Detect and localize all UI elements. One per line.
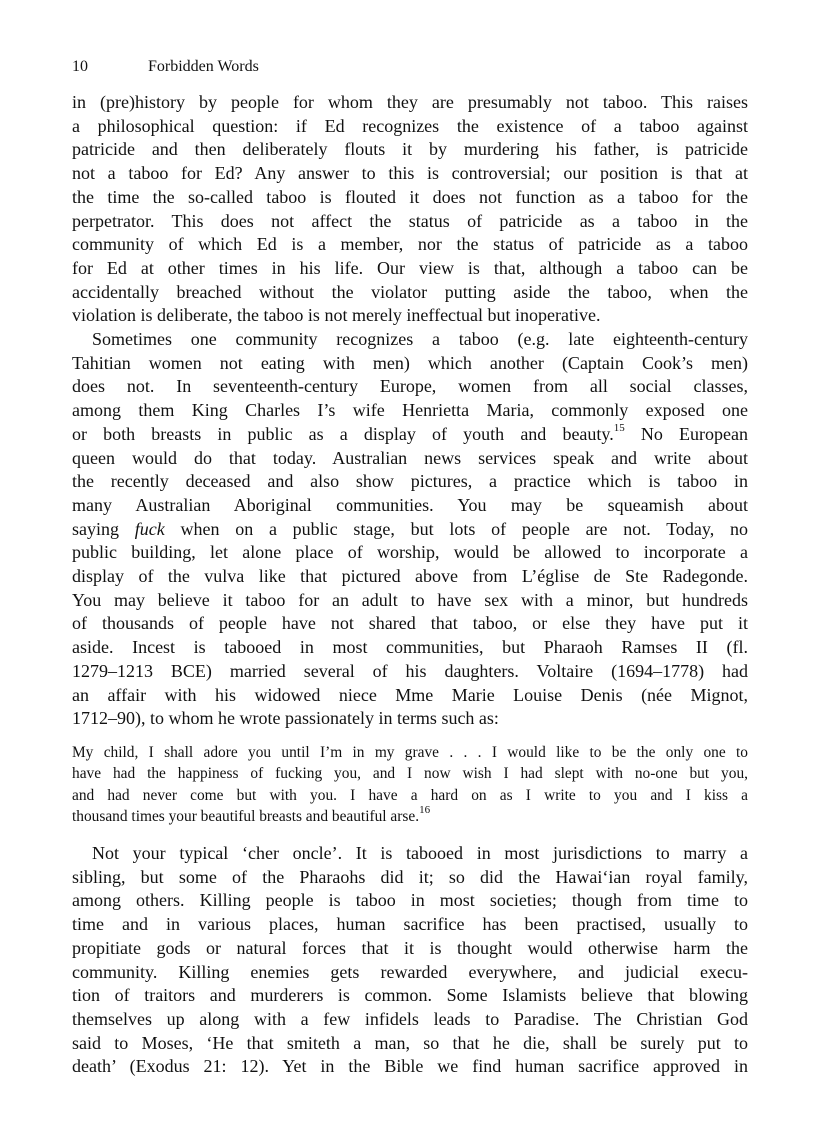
text-line: in (pre)history by people for whom they are presumably not taboo. This raises	[72, 92, 748, 112]
text-line: not a taboo for Ed? Any answer to this is controversial; our position is that at	[72, 163, 748, 184]
text-line: does not. In seventeenth-century Europe, women from all social classes,	[72, 376, 748, 397]
text-line: death’ (Exodus 21: 12). Yet in the Bible we find human sacrifice approved in	[72, 1056, 748, 1077]
quote-line	[72, 806, 748, 828]
text-line: 1712–90), to whom he wrote passionately in terms such as:	[72, 708, 499, 729]
text-line	[72, 423, 748, 447]
text-line: community of which Ed is a member, nor the status of patricide as a taboo	[72, 234, 748, 255]
text-line: an affair with his widowed niece Mme Marie Louise Denis (née Mignot,	[72, 684, 748, 705]
block-quote	[72, 742, 748, 828]
page-number: 10	[72, 58, 88, 75]
text-line: said to Moses, ‘He that smiteth a man, so that he die, shall be surely put to	[72, 1032, 748, 1053]
quote-line: My child, I shall adore you until I’m in my grave . . . I would like to be the only one to	[72, 743, 748, 761]
text-line: a philosophical question: if Ed recognizes the existence of a taboo against	[72, 115, 748, 136]
text-line: sibling, but some of the Pharaohs did it; so did the Hawai‘ian royal family,	[72, 866, 748, 887]
italic-word: fuck	[134, 518, 165, 539]
text-segment: No European	[624, 423, 749, 444]
footnote-marker-15[interactable]: 15	[613, 421, 625, 434]
text-line: queen would do that today. Australian news services speak and write about	[72, 447, 748, 468]
text-line: Not your typical ‘cher oncle’. It is tabooed in most jurisdictions to marry a	[92, 842, 748, 863]
footnote-marker-16[interactable]: 16	[419, 804, 431, 817]
text-segment: saying	[72, 518, 135, 539]
text-line: You may believe it taboo for an adult to have sex with a minor, but hundreds	[72, 589, 748, 610]
running-head	[72, 54, 748, 80]
paragraph-1	[72, 91, 748, 328]
text-line: patricide and then deliberately flouts it by murdering his father, is patricide	[72, 139, 748, 160]
book-page	[72, 54, 748, 1079]
text-line: time and in various places, human sacrifice has been practised, usually to	[72, 914, 748, 935]
text-line: the recently deceased and also show pictures, a practice which is taboo in	[72, 471, 748, 492]
text-line: the time the so-called taboo is flouted it does not function as a taboo for the	[72, 186, 748, 207]
text-line: aside. Incest is tabooed in most communities, but Pharaoh Ramses II (fl.	[72, 637, 748, 658]
text-line: many Australian Aboriginal communities. You may be squeamish about	[72, 494, 748, 515]
text-line: among others. Killing people is taboo in most societies; though from time to	[72, 890, 748, 911]
quote-line: have had the happiness of fucking you, and I now wish I had slept with no-one but you,	[72, 765, 748, 783]
book-title: Forbidden Words	[148, 58, 259, 75]
text-line: public building, let alone place of worship, would be allowed to incorporate a	[72, 542, 748, 563]
text-line: propitiate gods or natural forces that it is thought would otherwise harm the	[72, 937, 748, 958]
paragraph-3	[72, 842, 748, 1079]
text-line: 1279–1213 BCE) married several of his daughters. Voltaire (1694–1778) had	[72, 660, 748, 681]
text-line: Tahitian women not eating with men) which another (Captain Cook’s men)	[72, 352, 748, 373]
text-line: among them King Charles I’s wife Henrietta Maria, commonly exposed one	[72, 400, 748, 421]
text-line: display of the vulva like that pictured above from L’église de Ste Radegonde.	[72, 566, 748, 587]
text-line: perpetrator. This does not affect the status of patricide as a taboo in the	[72, 210, 748, 231]
text-line: themselves up along with a few infidels leads to Paradise. The Christian God	[72, 1008, 748, 1029]
text-line: Sometimes one community recognizes a taboo (e.g. late eighteenth-century	[92, 329, 748, 350]
text-line: of thousands of people have not shared that taboo, or else they have put it	[72, 613, 748, 634]
text-segment: when on a public stage, but lots of people are not. Today, no	[164, 518, 748, 539]
text-segment: or both breasts in public as a display of youth and beauty.	[72, 423, 614, 444]
quote-line: and had never come but with you. I have a hard on as I write to you and I kiss a	[72, 786, 748, 804]
text-line: community. Killing enemies gets rewarded everywhere, and judicial execu-	[72, 961, 748, 982]
paragraph-2	[72, 328, 748, 731]
text-segment: thousand times your beautiful breasts and beautiful arse.	[72, 808, 420, 826]
text-line: accidentally breached without the violator putting aside the taboo, when the	[72, 281, 748, 302]
text-line	[72, 518, 748, 542]
text-line: for Ed at other times in his life. Our view is that, although a taboo can be	[72, 257, 748, 278]
text-line: tion of traitors and murderers is common. Some Islamists believe that blowing	[72, 985, 748, 1006]
text-line: violation is deliberate, the taboo is not merely ineffectual but inoperative.	[72, 305, 601, 326]
